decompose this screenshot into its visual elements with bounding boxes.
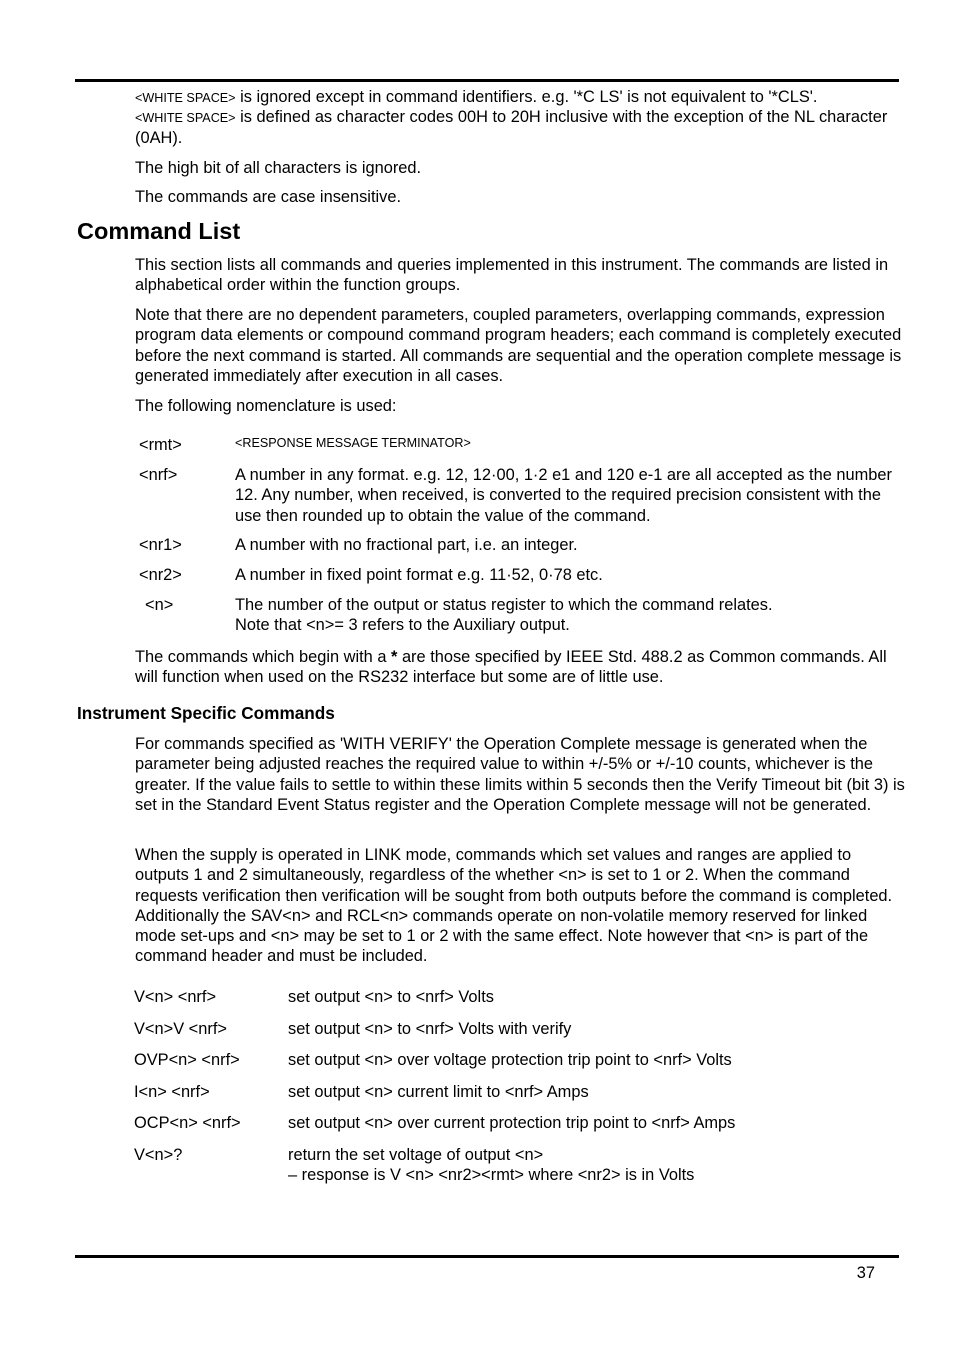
footer-rule	[75, 1255, 899, 1258]
command-name: V<n>?	[134, 1146, 183, 1164]
command-name: I<n> <nrf>	[134, 1083, 210, 1101]
nomenclature-term: <nr2>	[139, 566, 182, 584]
command-description: set output <n> over current protection trip point to <nrf> Amps	[288, 1114, 736, 1132]
nomenclature-definition-line: The number of the output or status register to which the command relates.	[235, 596, 773, 614]
nomenclature-term: <n>	[145, 596, 174, 614]
command-description: set output <n> current limit to <nrf> Amps	[288, 1083, 589, 1101]
nomenclature-definition-line: Note that <n>= 3 refers to the Auxiliary output.	[235, 616, 570, 635]
instrument-specific-heading: Instrument Specific Commands	[77, 703, 335, 723]
white-space-text: is defined as character codes 00H to 20H inclusive with the exception of the NL character (0AH).	[135, 108, 888, 148]
nomenclature-term: <nr1>	[139, 536, 182, 554]
white-space-text: is ignored except in command identifiers. e.g. '*C LS' is not equivalent to '*CLS'.	[235, 88, 818, 106]
header-rule	[75, 79, 899, 82]
nomenclature-term: <nrf>	[139, 466, 178, 484]
case-line: The commands are case insensitive.	[135, 188, 402, 206]
white-space-tag: <WHITE SPACE>	[135, 111, 236, 125]
common-star: *	[391, 648, 398, 666]
command-name: V<n>V <nrf>	[134, 1020, 227, 1038]
command-name: OVP<n> <nrf>	[134, 1051, 240, 1069]
nomenclature-intro: The following nomenclature is used:	[135, 397, 397, 415]
command-list-intro: This section lists all commands and queries implemented in this instrument. The commands are listed in alphabetical order within the function groups.	[135, 256, 889, 295]
verify-paragraph: For commands specified as 'WITH VERIFY' the Operation Complete message is generated when the parameter being adjusted reaches the required value to within +/-5% or +/-10 counts, whichever is the greater. If the value fails to settle to within these limits within 5 seconds then the Verify Timeout bit (bit 3) is set in the Standard Event Status register and the Operation Complete message will not be generated.	[135, 735, 905, 814]
nomenclature-definition: A number with no fractional part, i.e. an integer.	[235, 536, 578, 554]
command-description-line: – response is V <n> <nr2><rmt> where <nr2> is in Volts	[288, 1166, 695, 1185]
command-name: V<n> <nrf>	[134, 988, 217, 1006]
common-note-text: are those specified by IEEE Std. 488.2 as Common commands. All will function when used on the RS232 interface but some are of little use.	[135, 648, 887, 687]
link-mode-paragraph: When the supply is operated in LINK mode, commands which set values and ranges are applied to outputs 1 and 2 simultaneously, regardless of the whether <n> is set to 1 or 2. When the command requests verification then verification will be sought from both outputs before the command is completed. Additionally the SAV<n> and RCL<n> commands operate on non-volatile memory reserved for linked mode set-ups and <n> may be set to 1 or 2 with the same effect. Note however that <n> is part of the command header and must be included.	[135, 846, 893, 966]
white-space-defined-line	[135, 107, 905, 149]
command-description	[288, 1145, 898, 1186]
common-note-text: The commands which begin with a	[135, 648, 391, 666]
page-number: 37	[856, 1264, 875, 1282]
command-description-line: return the set voltage of output <n>	[288, 1146, 544, 1164]
white-space-tag: <WHITE SPACE>	[135, 91, 236, 105]
nomenclature-definition: A number in any format. e.g. 12, 12·00, 1·2 e1 and 120 e-1 are all accepted as the number 12. Any number, when received, is converted to the required precision consistent with the use then rounded up to obtain the value of the command.	[235, 466, 892, 525]
nomenclature-term: <rmt>	[139, 436, 182, 454]
white-space-ignored-line	[135, 87, 905, 108]
common-commands-note	[135, 647, 905, 688]
command-list-heading: Command List	[77, 218, 241, 244]
command-description: set output <n> over voltage protection trip point to <nrf> Volts	[288, 1051, 732, 1069]
high-bit-line: The high bit of all characters is ignored.	[135, 159, 422, 177]
nomenclature-definition	[235, 595, 905, 636]
command-description: set output <n> to <nrf> Volts with verify	[288, 1020, 572, 1038]
command-description: set output <n> to <nrf> Volts	[288, 988, 494, 1006]
command-list-note: Note that there are no dependent parameters, coupled parameters, overlapping commands, expression program data elements or compound command program headers; each command is completely executed before the next command is started. All commands are sequential and the operation complete message is generated immediately after execution in all cases.	[135, 306, 902, 385]
nomenclature-definition: A number in fixed point format e.g. 11·52, 0·78 etc.	[235, 566, 603, 584]
command-name: OCP<n> <nrf>	[134, 1114, 241, 1132]
nomenclature-definition: <RESPONSE MESSAGE TERMINATOR>	[235, 436, 471, 450]
